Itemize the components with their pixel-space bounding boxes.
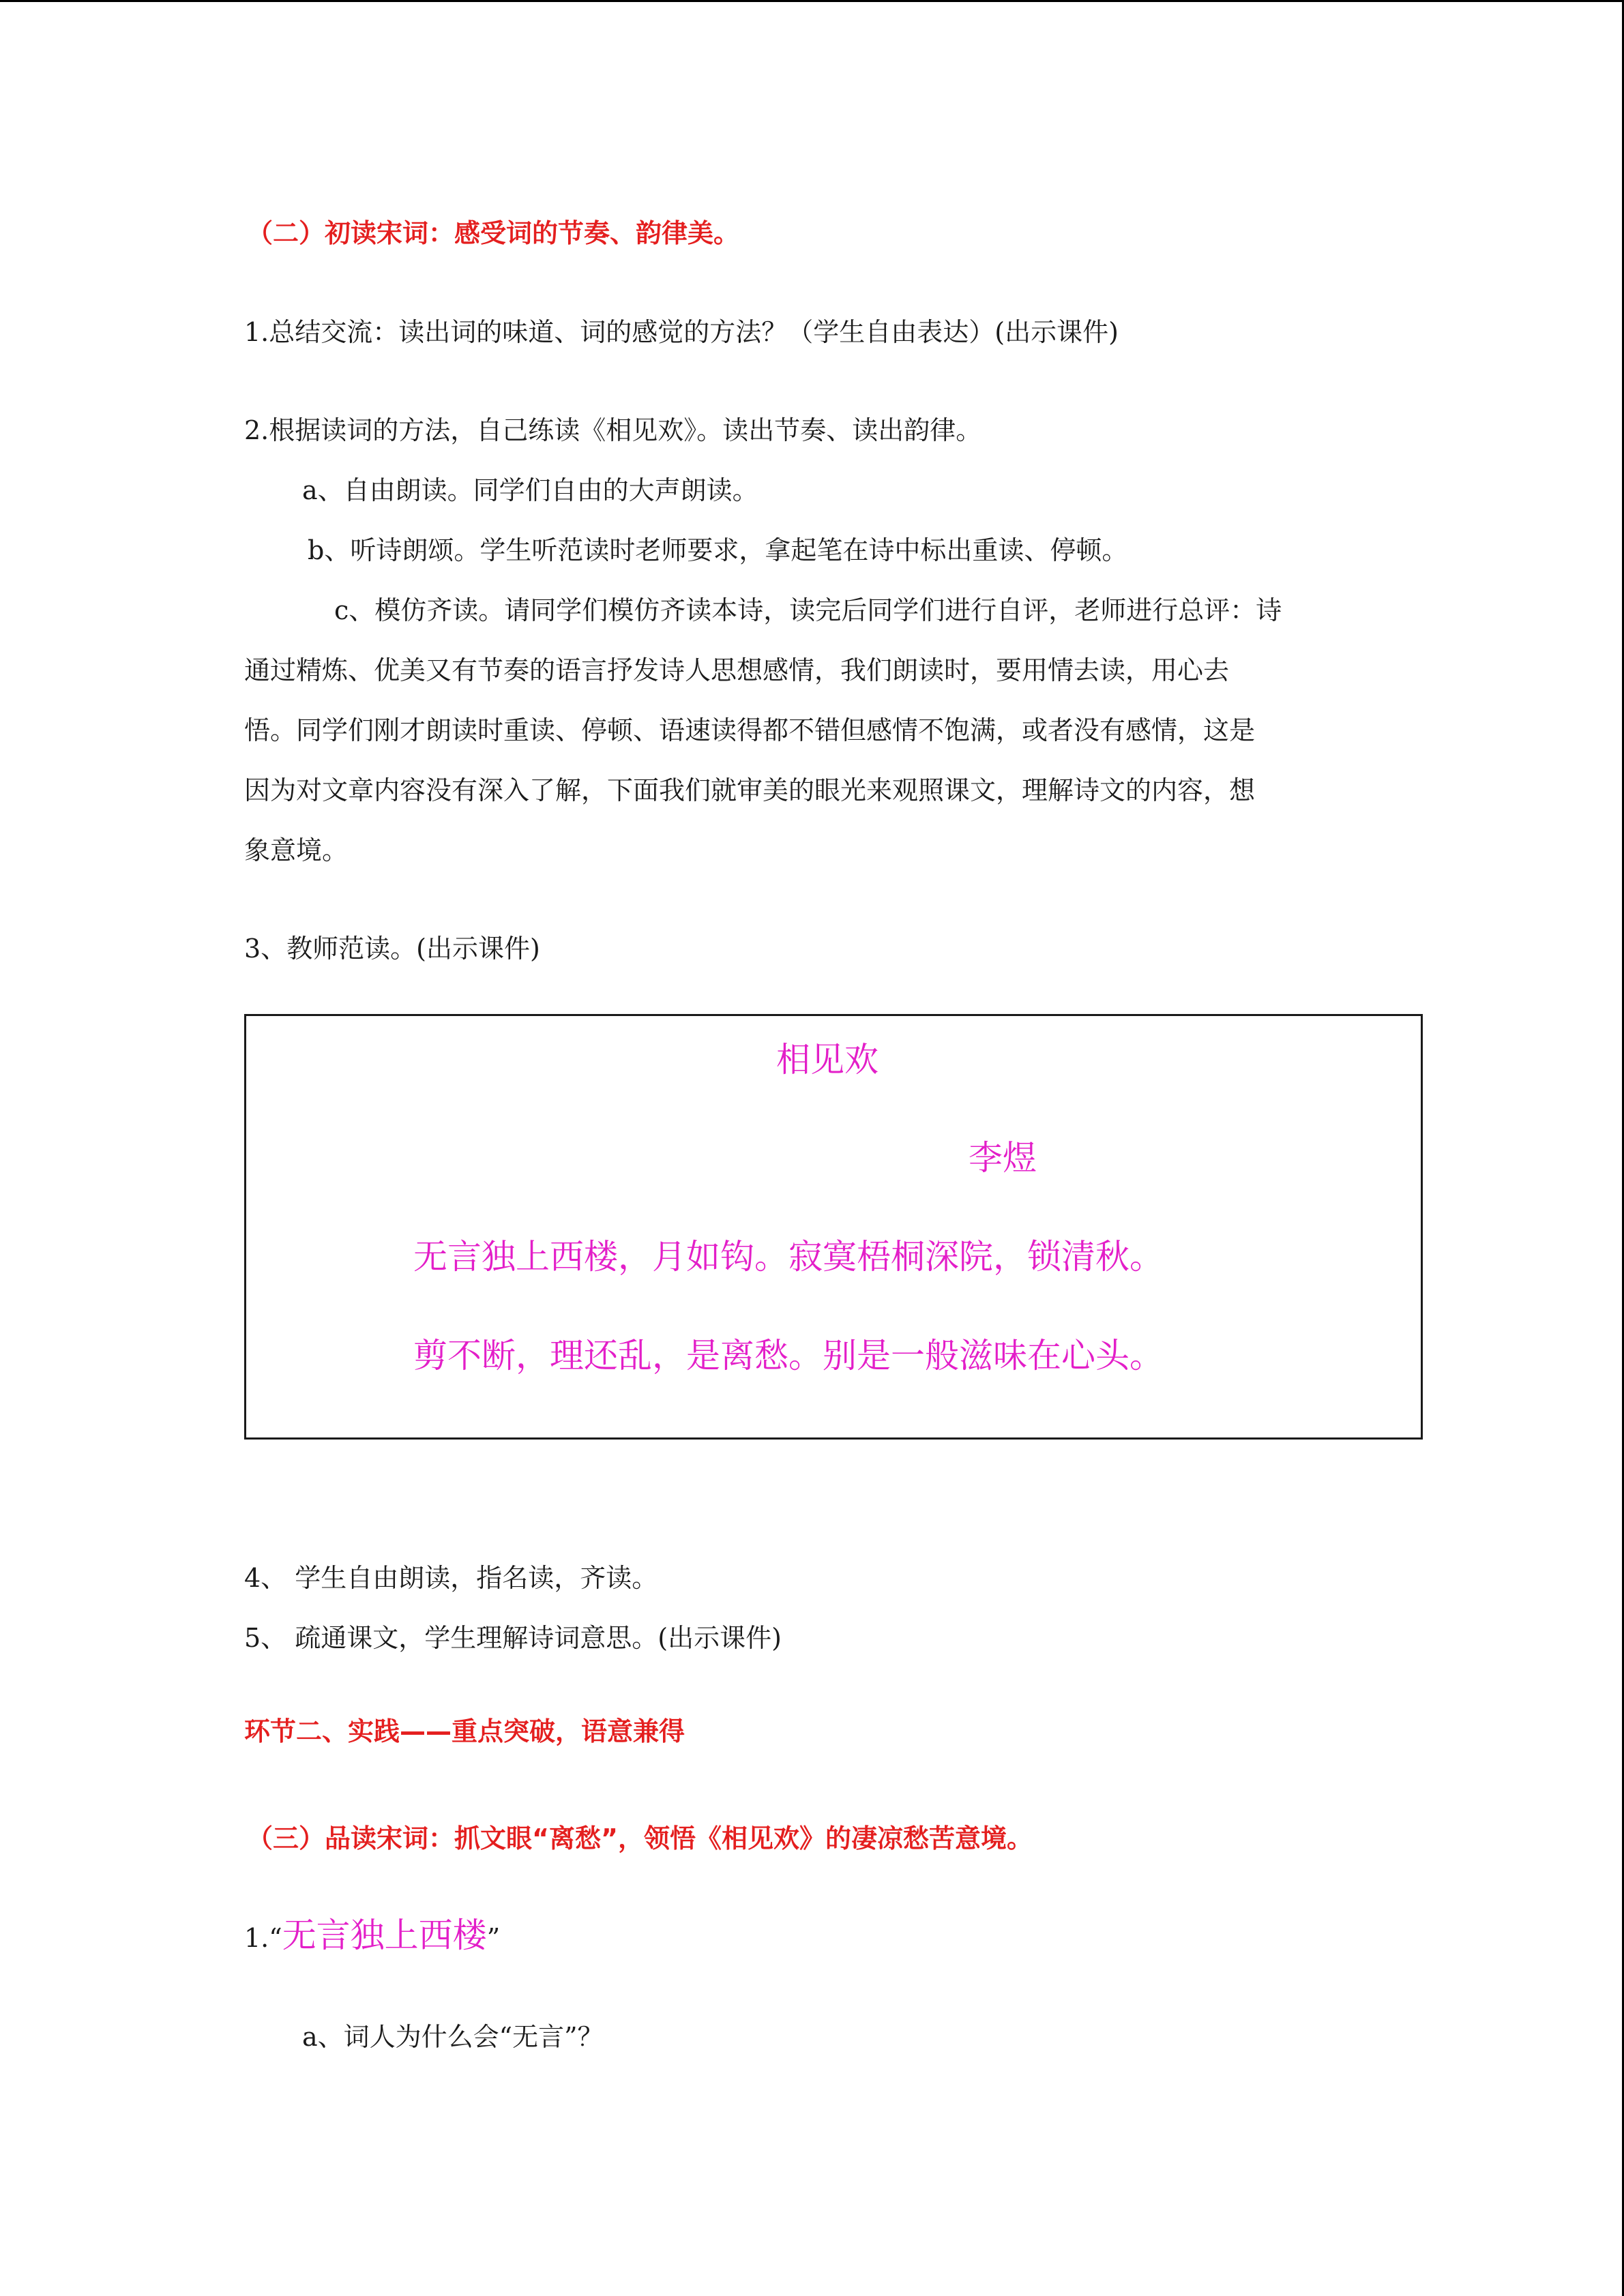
item-5: 5、 疏通课文，学生理解诗词意思。(出示课件) [244, 1623, 782, 1653]
item-2: 2.根据读词的方法，自己练读《相见欢》。读出节奏、读出韵律。 [244, 415, 982, 445]
item-2a: a、自由朗读。同学们自由的大声朗读。 [302, 475, 758, 505]
item-3-1a: a、词人为什么会“无言”？ [302, 2022, 604, 2052]
item-3-1-quote: 无言独上西楼 [282, 1915, 487, 1955]
item-3-1 [244, 1915, 500, 1958]
poem-title: 相见欢 [776, 1040, 879, 1079]
poem-author: 李煜 [969, 1138, 1037, 1178]
item-3: 3、教师范读。(出示课件) [244, 934, 540, 964]
item-2c-line1: c、模仿齐读。请同学们模仿齐读本诗，读完后同学们进行自评，老师进行总评：诗 [334, 595, 1282, 625]
poem-line-1: 无言独上西楼，月如钩。寂寞梧桐深院，锁清秋。 [413, 1237, 1164, 1277]
item-2c-line5: 象意境。 [244, 835, 349, 865]
stage2-heading: 环节二、实践——重点突破，语意兼得 [244, 1716, 685, 1746]
item-2c-line4: 因为对文章内容没有深入了解，下面我们就审美的眼光来观照课文，理解诗文的内容，想 [244, 775, 1256, 805]
item-3-1-prefix: 1.“ [244, 1923, 282, 1953]
poem-line-2: 剪不断，理还乱，是离愁。别是一般滋味在心头。 [413, 1336, 1164, 1375]
section2-heading: （二）初读宋词：感受词的节奏、韵律美。 [247, 218, 740, 248]
item-1: 1.总结交流：读出词的味道、词的感觉的方法？（学生自由表达）(出示课件) [244, 317, 1119, 347]
item-2c-line3: 悟。同学们刚才朗读时重读、停顿、语速读得都不错但感情不饱满，或者没有感情，这是 [244, 715, 1256, 745]
page-border-top [0, 0, 1624, 2]
item-3-1-suffix: ” [486, 1923, 501, 1953]
section3-heading: （三）品读宋词：抓文眼“离愁”，领悟《相见欢》的凄凉愁苦意境。 [247, 1823, 1033, 1853]
item-4: 4、 学生自由朗读，指名读，齐读。 [244, 1563, 658, 1593]
item-2c-line2: 通过精炼、优美又有节奏的语言抒发诗人思想感情，我们朗读时，要用情去读，用心去 [244, 655, 1230, 685]
item-2b: b、听诗朗颂。学生听范读时老师要求，拿起笔在诗中标出重读、停顿。 [308, 535, 1128, 565]
